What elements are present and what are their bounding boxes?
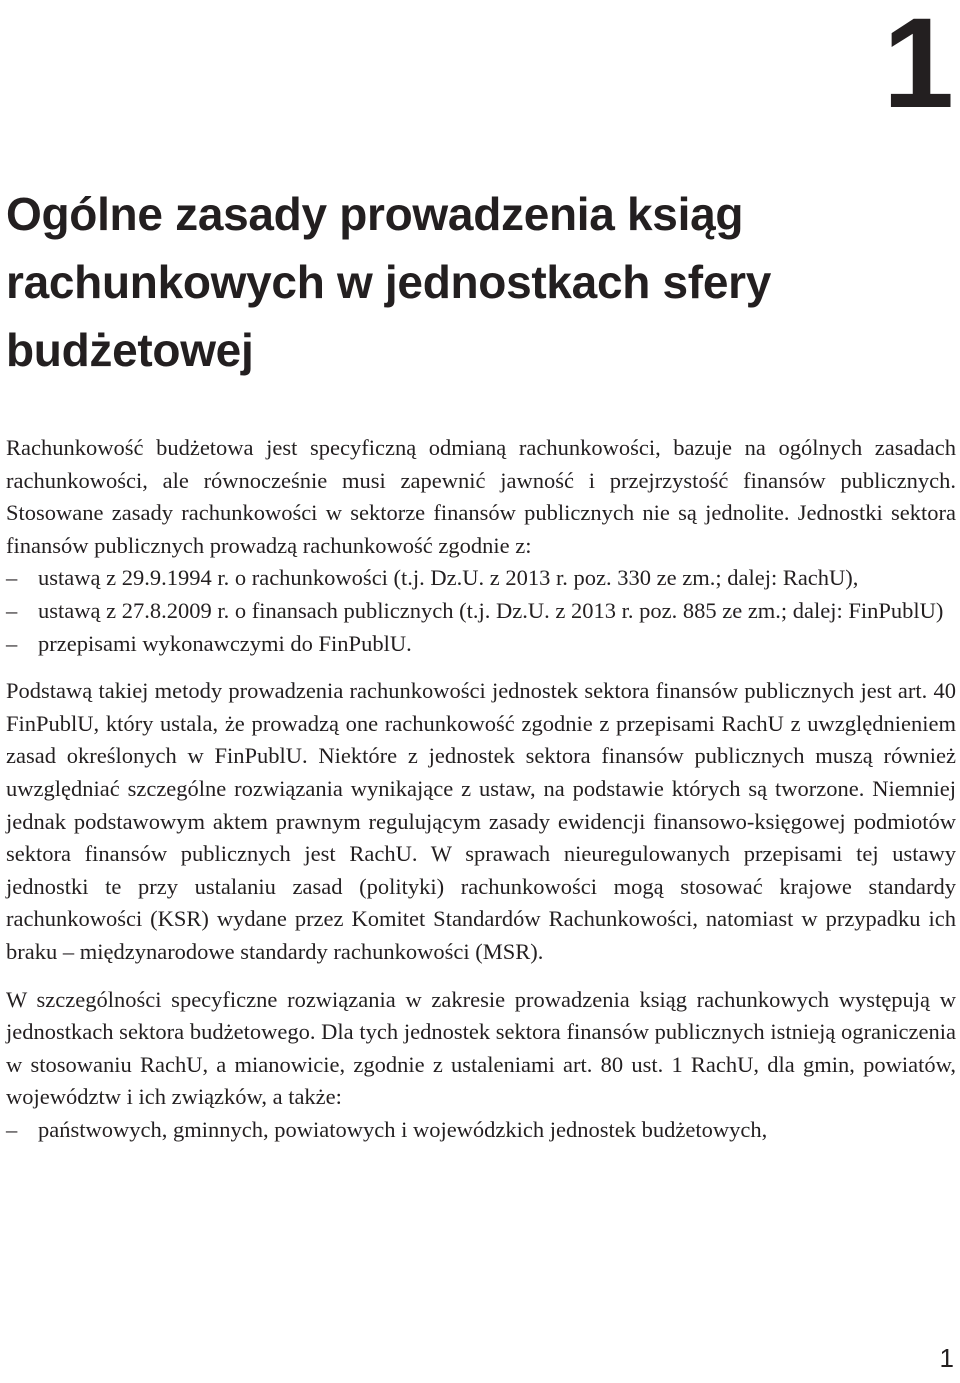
- list-item-text: przepisami wykonawczymi do FinPublU.: [38, 630, 412, 656]
- paragraph-specific-solutions: W szczególności specyficzne rozwiązania w zakresie prowadzenia ksiąg rachunkowych występują w jednostkach sektora budżetowego. Dla tych jednostek sektora finansów publicznych istnieją ograniczenia w stosowaniu RachU, a mianowicie, zgodnie z ustaleniami art. 80 ust. 1 RachU, dla gmin, powiatów, województw i ich związków, a także:: [6, 986, 956, 1110]
- legal-basis-list: [6, 562, 956, 660]
- list-item-text: ustawą z 27.8.2009 r. o finansach publicznych (t.j. Dz.U. z 2013 r. poz. 885 ze zm.; dalej: FinPublU): [38, 597, 944, 623]
- list-item: [6, 595, 956, 628]
- chapter-number: 1: [882, 0, 954, 135]
- list-item: [6, 1114, 956, 1147]
- dash-bullet: –: [6, 1116, 18, 1142]
- budget-units-list: [6, 1114, 956, 1147]
- list-item: [6, 562, 956, 595]
- dash-bullet: –: [6, 597, 18, 623]
- list-item: [6, 628, 956, 661]
- paragraph-intro: Rachunkowość budżetowa jest specyficzną odmianą rachunkowości, bazuje na ogólnych zasadach rachunkowości, ale równocześnie musi zapewnić jawność i przejrzystość finansów publicznych. Stosowane zasady rachunkowości w sektorze finansów publicznych nie są jednolite. Jednostki sektora finansów publicznych prowadzą rachunkowość zgodnie z:: [6, 435, 956, 558]
- dash-bullet: –: [6, 630, 18, 656]
- list-item-text: ustawą z 29.9.1994 r. o rachunkowości (t.j. Dz.U. z 2013 r. poz. 330 ze zm.; dalej: RachU),: [38, 565, 859, 591]
- chapter-title: Ogólne zasady prowadzenia ksiąg rachunkowych w jednostkach sfery budżetowej: [6, 188, 771, 376]
- paragraph-legal-basis: Podstawą takiej metody prowadzenia rachunkowości jednostek sektora finansów publicznych jest art. 40 FinPublU, który ustala, że prowadzą one rachunkowość zgodnie z przepisami RachU z uwzględnieniem zasad określonych w FinPublU. Niektóre z jednostek sektora finansów publicznych muszą również uwzględniać szczególne rozwiązania wynikające z ustaw, na podstawie których są tworzone. Niemniej jednak podstawowym aktem prawnym regulującym zasady ewidencji finansowo-księgowej podmiotów sektora finansów publicznych jest RachU. W sprawach nieuregulowanych przepisami tej ustawy jednostki te przy ustalaniu zasad (polityki) rachunkowości mogą stosować krajowe standardy rachunkowości (KSR) wydane przez Komitet Standardów Rachunkowości, natomiast w przypadku ich braku – międzynarodowe standardy rachunkowości (MSR).: [6, 678, 956, 964]
- page-number: 1: [939, 1343, 954, 1373]
- chapter-body: [6, 432, 956, 1146]
- dash-bullet: –: [6, 565, 18, 591]
- list-item-text: państwowych, gminnych, powiatowych i wojewódzkich jednostek budżetowych,: [38, 1116, 768, 1142]
